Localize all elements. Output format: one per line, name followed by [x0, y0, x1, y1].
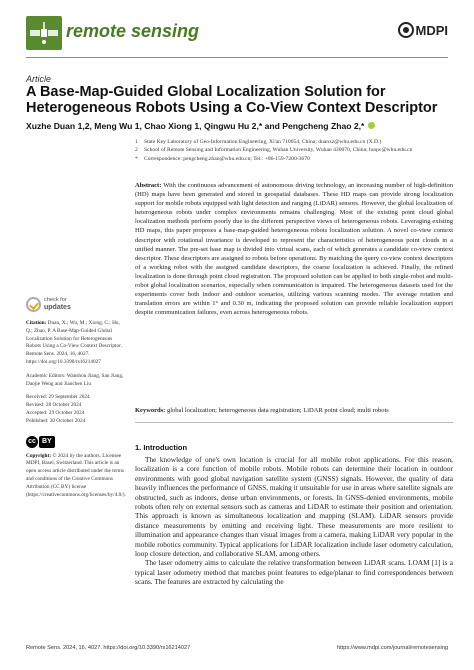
mdpi-logo-icon [398, 22, 414, 38]
date-revised: Revised: 28 October 2024 [26, 402, 82, 409]
footer-citation: Remote Sens. 2024, 16, 4027. https://doi.org/10.3390/rs16214027 [26, 645, 191, 651]
orcid-icon[interactable] [368, 122, 375, 129]
citation [26, 320, 124, 367]
keywords-text: global localization; heterogeneous data registration; LiDAR point cloud; multi robots [166, 407, 389, 414]
affiliation-item [135, 155, 455, 163]
affiliation-item [135, 146, 455, 154]
keywords-divider [135, 422, 453, 423]
affiliation-mark: * [135, 155, 138, 162]
publisher-name: MDPI [415, 23, 448, 38]
dates [26, 394, 124, 425]
publisher-logo [398, 22, 449, 38]
citation-label: Citation: [26, 320, 47, 326]
article-sidebar [26, 320, 124, 505]
journal-header [26, 16, 448, 54]
affiliation-mark: 1 [135, 139, 138, 145]
introduction-body [135, 455, 453, 587]
header-divider [26, 57, 448, 58]
copyright-text: © 2024 by the authors. Licensee MDPI, Basel, Switzerland. This article is an open access article distributed under the terms and conditions of the Creative Commons Attribution (CC BY) license (https://creativecommons.org/licenses/by/4.0/). [26, 452, 126, 498]
abstract-text: With the continuous advancement of autonomous driving technology, an increasing number of high-definition (HD) maps have been generated and stored in geospatial databases. These HD maps can provide strong localization support for mobile robots equipped with light detection and ranging (LiDAR) sensors. However, the global localization of heterogeneous robots under complex environments remains challenging. Most of the existing point cloud global localization methods perform poorly due to the different perspective views of heterogeneous robots. Leveraging existing HD maps, this paper proposes a base-map-guided heterogeneous robots localization solution. A novel co-view context descriptor with rotational invariance is developed to represent the characteristics of heterogeneous point clouds in a unified manner. The pre-set base map is divided into virtual scans, each of which generates a candidate co-view context descriptor. These descriptors are assigned to robots before operations. By matching the query co-view context descriptors of a working robot with the assigned candidate descriptors, the coarse localization is achieved. Finally, the refined localization is done through point cloud registration. The proposed solution can be applied to both single-robot and multi-robot global localization scenarios, especially when communication is impaired. The heterogeneous datasets used for the experiments cover both indoor and outdoor scenarios, utilizing various scanning modes. The average rotation and translation errors are within 1° and 0.30 m, indicating the proposed solution can provide reliable localization support despite communication failures, even across heterogeneous robots. [135, 182, 454, 317]
correspondence-text: Correspondence: pengcheng.zhao@whu.edu.cn; Tel.: +86-159-7200-3670 [144, 155, 310, 162]
affiliation-item [135, 138, 455, 146]
cc-by-license-badge[interactable] [26, 436, 55, 448]
affiliations [135, 138, 455, 163]
paragraph: The laser odometry aims to calculate the relative transformation between LiDAR scans. LOAM [1] is a typical laser odometry method that matches point features to edge/planar to find correspondences between scans. The features are extracted by calculating the [135, 558, 453, 587]
copyright-label: Copyright: [26, 452, 52, 459]
journal-url-link[interactable]: https://www.mdpi.com/journal/remotesensing [337, 645, 448, 651]
satellite-icon [28, 18, 60, 48]
date-received: Received: 29 September 2024 [26, 394, 90, 401]
affiliation-text: State Key Laboratory of Geo-Information Engineering, Xi'an 710054, China; duanxz@whu.edu.cn (X.D.) [144, 139, 382, 145]
keywords-label: Keywords: [135, 407, 166, 414]
academic-editors: Academic Editors: Wanshou Jiang, San Jiang, Daojie Weng and Jianchen Liu [26, 372, 124, 387]
article-type: Article [26, 74, 52, 84]
check-updates-line2: updates [44, 304, 71, 311]
affiliation-mark: 2 [135, 147, 138, 154]
abstract-label: Abstract: [135, 182, 162, 189]
article-title: A Base-Map-Guided Global Localization Solution for Heterogeneous Robots Using a Co-View Context Descriptor [26, 84, 438, 116]
by-icon: BY [39, 436, 55, 448]
page-footer [26, 645, 448, 651]
affiliation-text: School of Remote Sensing and Information Engineering, Wuhan University, Wuhan 430070, China; huqw@whu.edu.cn [144, 147, 413, 154]
check-updates-icon [26, 297, 41, 312]
abstract [135, 181, 453, 317]
authors-text: Xuzhe Duan 1,2, Meng Wu 1, Chao Xiong 1, Qingwu Hu 2,* and Pengcheng Zhao 2,* [26, 121, 365, 131]
journal-name: remote sensing [66, 21, 200, 41]
check-for-updates-button[interactable] [26, 297, 86, 313]
author-list [26, 121, 448, 131]
check-updates-line1: check for [44, 297, 67, 303]
journal-logo [26, 16, 62, 50]
cc-icon: cc [26, 436, 38, 448]
section-heading: 1. Introduction [135, 443, 188, 452]
citation-text: Duan, X.; Wu, M.; Xiong, C.; Hu, Q.; Zhao, P. A Base-Map-Guided Global Localization Solution for Heterogeneous Robots Using a Co-View Context Descriptor. Remote Sens. 2024, 16, 4027. https://doi.org/10.3390/rs16214027 [26, 320, 122, 365]
date-published: Published: 30 October 2024 [26, 417, 86, 424]
copyright [26, 453, 124, 500]
date-accepted: Accepted: 29 October 2024 [26, 409, 85, 416]
keywords [135, 406, 453, 415]
paragraph: The knowledge of one's own location is crucial for all mobile robot applications. For this reason, localization is a core function of mobile robots. Mobile robots can determine their location in outdoor environments with good global navigation satellite system (GNSS) signals. However, the quality of data heavily influences the performance of GNSS, making it unsuitable for use in areas where satellite signals are obstructed, such as indoors, dense urban environments, or forests. In GNSS-denied environments, mobile robots often rely on external sensors such as cameras and LiDAR to estimate their position and orientation. This approach is known as simultaneous localization and mapping (SLAM). LiDAR sensors provide distance measurements by emitting and receiving light. These measurements are more resilient to illumination and appearance changes than visual images from a camera, making LiDAR very popular in the mobile robotics community. Typical applications for LiDAR localization include laser odometry calculation, loop closure detection, and collaborative SLAM, among others. [135, 455, 453, 559]
